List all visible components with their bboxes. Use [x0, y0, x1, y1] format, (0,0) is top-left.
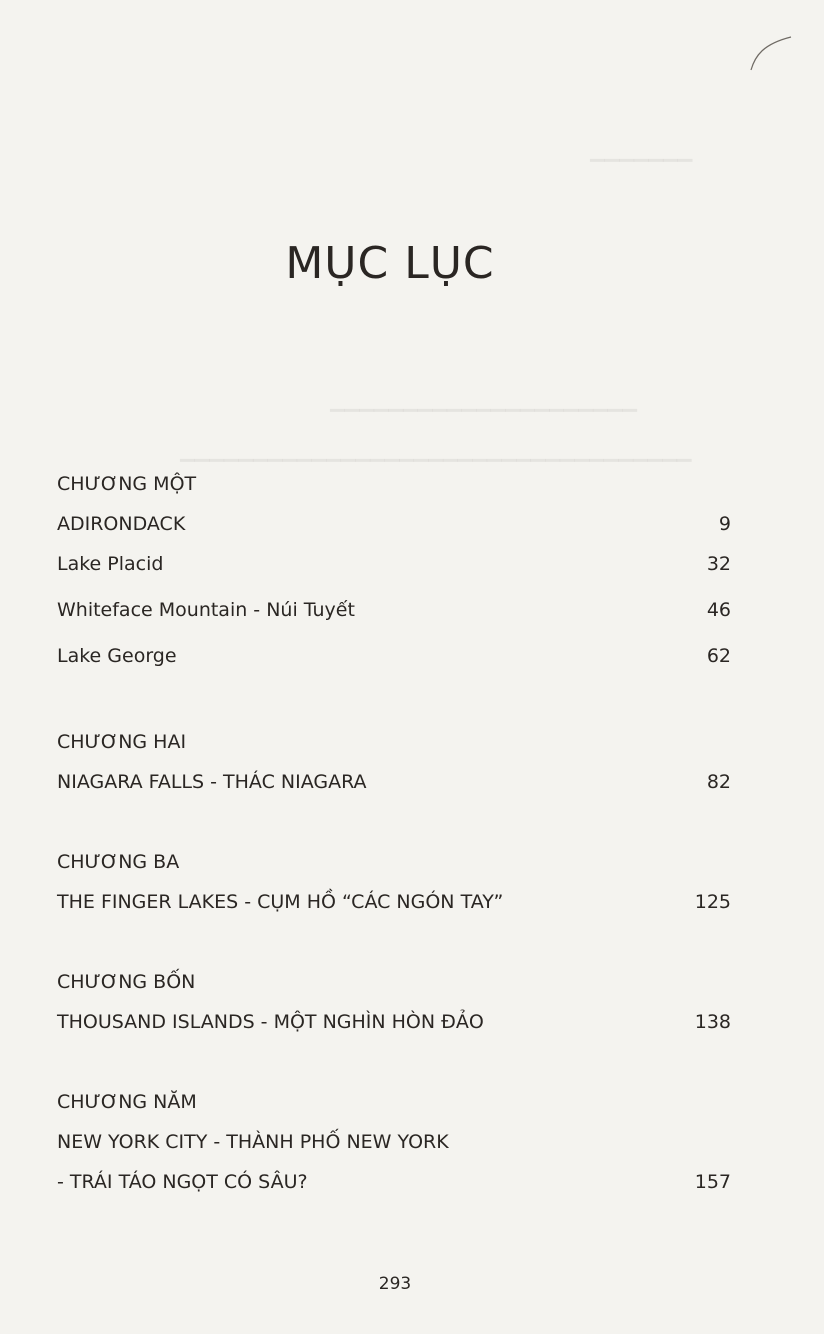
toc-entry-label: Lake Placid [57, 553, 164, 575]
toc-entry-page: 9 [718, 513, 731, 535]
chapter-heading: CHƯƠNG BA [57, 851, 180, 873]
chapter-heading: CHƯƠNG NĂM [57, 1091, 197, 1113]
toc-entry-label: THE FINGER LAKES - CỤM HỒ “CÁC NGÓN TAY” [57, 891, 504, 913]
toc-entry-page: 138 [694, 1011, 731, 1033]
toc-entry-label: Whiteface Mountain - Núi Tuyết [57, 599, 355, 621]
toc-entry[interactable] [57, 1009, 731, 1035]
toc-entry[interactable] [57, 769, 731, 795]
toc-entry-label: THOUSAND ISLANDS - MỘT NGHÌN HÒN ĐẢO [57, 1011, 484, 1033]
chapter-heading: CHƯƠNG BỐN [57, 971, 196, 993]
toc-entry[interactable] [57, 1129, 731, 1155]
toc-entry-label: NEW YORK CITY - THÀNH PHỐ NEW YORK [57, 1131, 449, 1153]
chapter-heading: CHƯƠNG HAI [57, 731, 187, 753]
corner-pencil-mark [749, 34, 794, 74]
toc-entry-label: - TRÁI TÁO NGỌT CÓ SÂU? [57, 1171, 308, 1193]
toc-entry-label: NIAGARA FALLS - THÁC NIAGARA [57, 771, 367, 793]
show-through-text: ▁▁▁▁▁▁▁ [590, 140, 693, 162]
toc-entry-label: Lake George [57, 645, 177, 667]
page-number: 293 [378, 1274, 412, 1294]
toc-entry-label: ADIRONDACK [57, 513, 186, 535]
toc-entry-page: 82 [706, 771, 731, 793]
toc-entry[interactable] [57, 551, 731, 577]
toc-entry[interactable] [57, 889, 731, 915]
toc-entry[interactable] [57, 643, 731, 669]
show-through-text: ▁▁▁▁▁▁▁▁▁▁▁▁▁▁▁▁▁▁▁▁▁▁▁▁▁▁▁▁▁▁▁▁▁▁▁ [180, 440, 692, 462]
chapter-heading: CHƯƠNG MỘT [57, 473, 197, 495]
toc-entry-page: 125 [694, 891, 731, 913]
toc-entry[interactable] [57, 1169, 731, 1195]
page-title: MỤC LỤC [285, 238, 495, 289]
toc-entry-page: 32 [706, 553, 731, 575]
toc-entry[interactable] [57, 511, 731, 537]
toc-entry-page: 157 [694, 1171, 731, 1193]
show-through-text: ▁▁▁▁▁▁▁▁▁▁▁▁▁▁▁▁▁▁▁▁▁ [330, 390, 637, 412]
toc-entry-page: 62 [706, 645, 731, 667]
toc-entry[interactable] [57, 597, 731, 623]
toc-entry-page: 46 [706, 599, 731, 621]
